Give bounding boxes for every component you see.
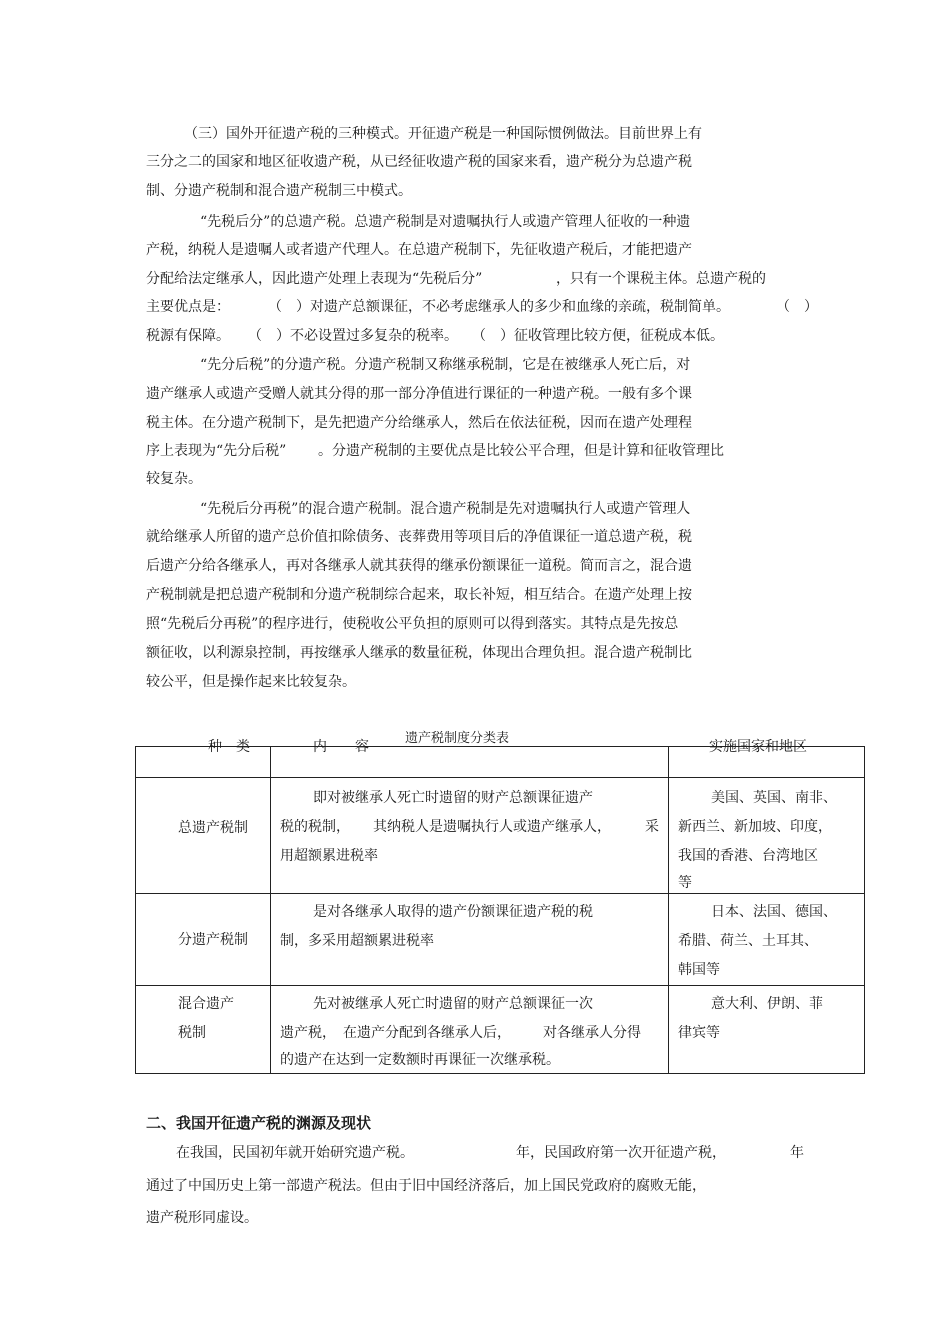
text-segment: 遗产税形同虚设。	[146, 1210, 258, 1226]
type-label: 税制	[178, 1025, 206, 1041]
content-cell	[271, 778, 669, 894]
content-text: 先对被继承人死亡时遗留的财产总额课征一次	[313, 996, 593, 1012]
type-label: 分遗产税制	[178, 932, 248, 948]
content-text: 在遗产分配到各继承人后，	[343, 1025, 511, 1041]
text-segment: （ ）对遗产总额课征，不必考虑继承人的多少和血缘的亲疏，税制简单。	[268, 299, 730, 315]
countries-text: 美国、英国、南非、	[711, 790, 837, 806]
countries-text: 新西兰、新加坡、印度，	[678, 819, 832, 835]
text-segment: 分配给法定继承人，因此遗产处理上表现为“先税后分”	[146, 271, 483, 287]
section-heading: 二、我国开征遗产税的渊源及现状	[146, 1114, 372, 1132]
content-text: 即对被继承人死亡时遗留的财产总额课征遗产	[313, 790, 593, 806]
header-type: 种 类	[208, 739, 250, 755]
text-segment: 年	[790, 1145, 804, 1161]
text-segment: （ ）	[776, 299, 818, 315]
content-text: 的遗产在达到一定数额时再课征一次继承税。	[280, 1052, 560, 1068]
text-segment: （ ）不必设置过多复杂的税率。	[248, 328, 458, 344]
countries-cell	[669, 894, 865, 986]
content-text: 采	[645, 819, 659, 835]
text-segment: 在我国，民国初年就开始研究遗产税。	[176, 1145, 414, 1161]
content-text: 其纳税人是遗嘱执行人或遗产继承人，	[373, 819, 611, 835]
table-row	[136, 894, 865, 986]
text-segment: 照“先税后分再税”的程序进行，使税收公平负担的原则可以得到落实。其特点是先按总	[146, 616, 679, 632]
section-heading-text: （三）国外开征遗产税的三种模式。开征遗产税是一种国际惯例做法。目前世界上有	[184, 126, 702, 142]
tax-system-table	[135, 739, 865, 1074]
countries-text: 律宾等	[678, 1025, 720, 1041]
countries-cell	[669, 986, 865, 1074]
table-row	[136, 778, 865, 894]
content-text: 用超额累进税率	[280, 848, 378, 864]
header-content: 内 容	[313, 739, 369, 755]
content-cell	[271, 986, 669, 1074]
text-segment: ，只有一个课税主体。总遗产税的	[556, 271, 766, 287]
text-segment: 较复杂。	[146, 471, 202, 487]
table-header-row	[136, 747, 865, 778]
text-segment: 遗产继承人或遗产受赠人就其分得的那一部分净值进行课征的一种遗产税。一般有多个课	[146, 386, 692, 402]
header-cell	[136, 739, 271, 778]
type-cell	[136, 894, 271, 986]
header-countries: 实施国家和地区	[709, 739, 807, 755]
content-text: 税的税制，	[280, 819, 350, 835]
content-text: 制，多采用超额累进税率	[280, 933, 434, 949]
type-label: 混合遗产	[178, 996, 234, 1012]
header-cell	[669, 739, 865, 778]
countries-cell	[669, 778, 865, 894]
text-segment: “先分后税”的分遗产税。分遗产税制又称继承税制，它是在被继承人死亡后，对	[200, 357, 691, 373]
text-segment: （ ）征收管理比较方便，征税成本低。	[472, 328, 724, 344]
text-segment: “先税后分”的总遗产税。总遗产税制是对遗嘱执行人或遗产管理人征收的一种遗	[200, 214, 691, 230]
content-text: 是对各继承人取得的遗产份额课征遗产税的税	[313, 904, 593, 920]
text-segment: 通过了中国历史上第一部遗产税法。但由于旧中国经济落后，加上国民党政府的腐败无能，	[146, 1178, 706, 1194]
content-text: 遗产税，	[280, 1025, 336, 1041]
content-text: 对各继承人分得	[543, 1025, 641, 1041]
text-segment: 就给继承人所留的遗产总价值扣除债务、丧葬费用等项目后的净值课征一道总遗产税，税	[146, 529, 692, 545]
text-segment: 额征收，以利源泉控制，再按继承人继承的数量征税，体现出合理负担。混合遗产税制比	[146, 645, 692, 661]
type-label: 总遗产税制	[178, 820, 248, 836]
text-segment: “先税后分再税”的混合遗产税制。混合遗产税制是先对遗嘱执行人或遗产管理人	[200, 501, 691, 517]
countries-text: 我国的香港、台湾地区	[678, 848, 818, 864]
type-cell	[136, 778, 271, 894]
text-segment: 后遗产分给各继承人，再对各继承人就其获得的继承份额课征一道税。简而言之，混合遗	[146, 558, 692, 574]
countries-text: 日本、法国、德国、	[711, 904, 837, 920]
content-cell	[271, 894, 669, 986]
text-segment: 主要优点是：	[146, 299, 230, 315]
countries-text: 韩国等	[678, 962, 720, 978]
text-segment: 较公平，但是操作起来比较复杂。	[146, 674, 356, 690]
table-caption: 遗产税制度分类表	[405, 731, 510, 746]
text-segment: 。分遗产税制的主要优点是比较公平合理，但是计算和征收管理比	[318, 443, 724, 459]
text-segment: 产税制就是把总遗产税制和分遗产税制综合起来，取长补短，相互结合。在遗产处理上按	[146, 587, 692, 603]
table-row	[136, 986, 865, 1074]
text-segment: 年，民国政府第一次开征遗产税，	[516, 1145, 726, 1161]
text-segment: 产税，纳税人是遗嘱人或者遗产代理人。在总遗产税制下，先征收遗产税后，才能把遗产	[146, 242, 692, 258]
countries-text: 希腊、荷兰、土耳其、	[678, 933, 818, 949]
text-segment: 三分之二的国家和地区征收遗产税，从已经征收遗产税的国家来看，遗产税分为总遗产税	[146, 154, 692, 170]
text-segment: 税源有保障。	[146, 328, 230, 344]
type-cell	[136, 986, 271, 1074]
text-segment: 制、分遗产税制和混合遗产税制三中模式。	[146, 183, 412, 199]
text-segment: 税主体。在分遗产税制下，是先把遗产分给继承人，然后在依法征税，因而在遗产处理程	[146, 415, 692, 431]
text-segment: 序上表现为“先分后税”	[146, 443, 287, 459]
countries-text: 等	[678, 875, 692, 891]
header-cell	[271, 739, 669, 778]
countries-text: 意大利、伊朗、菲	[711, 996, 823, 1012]
